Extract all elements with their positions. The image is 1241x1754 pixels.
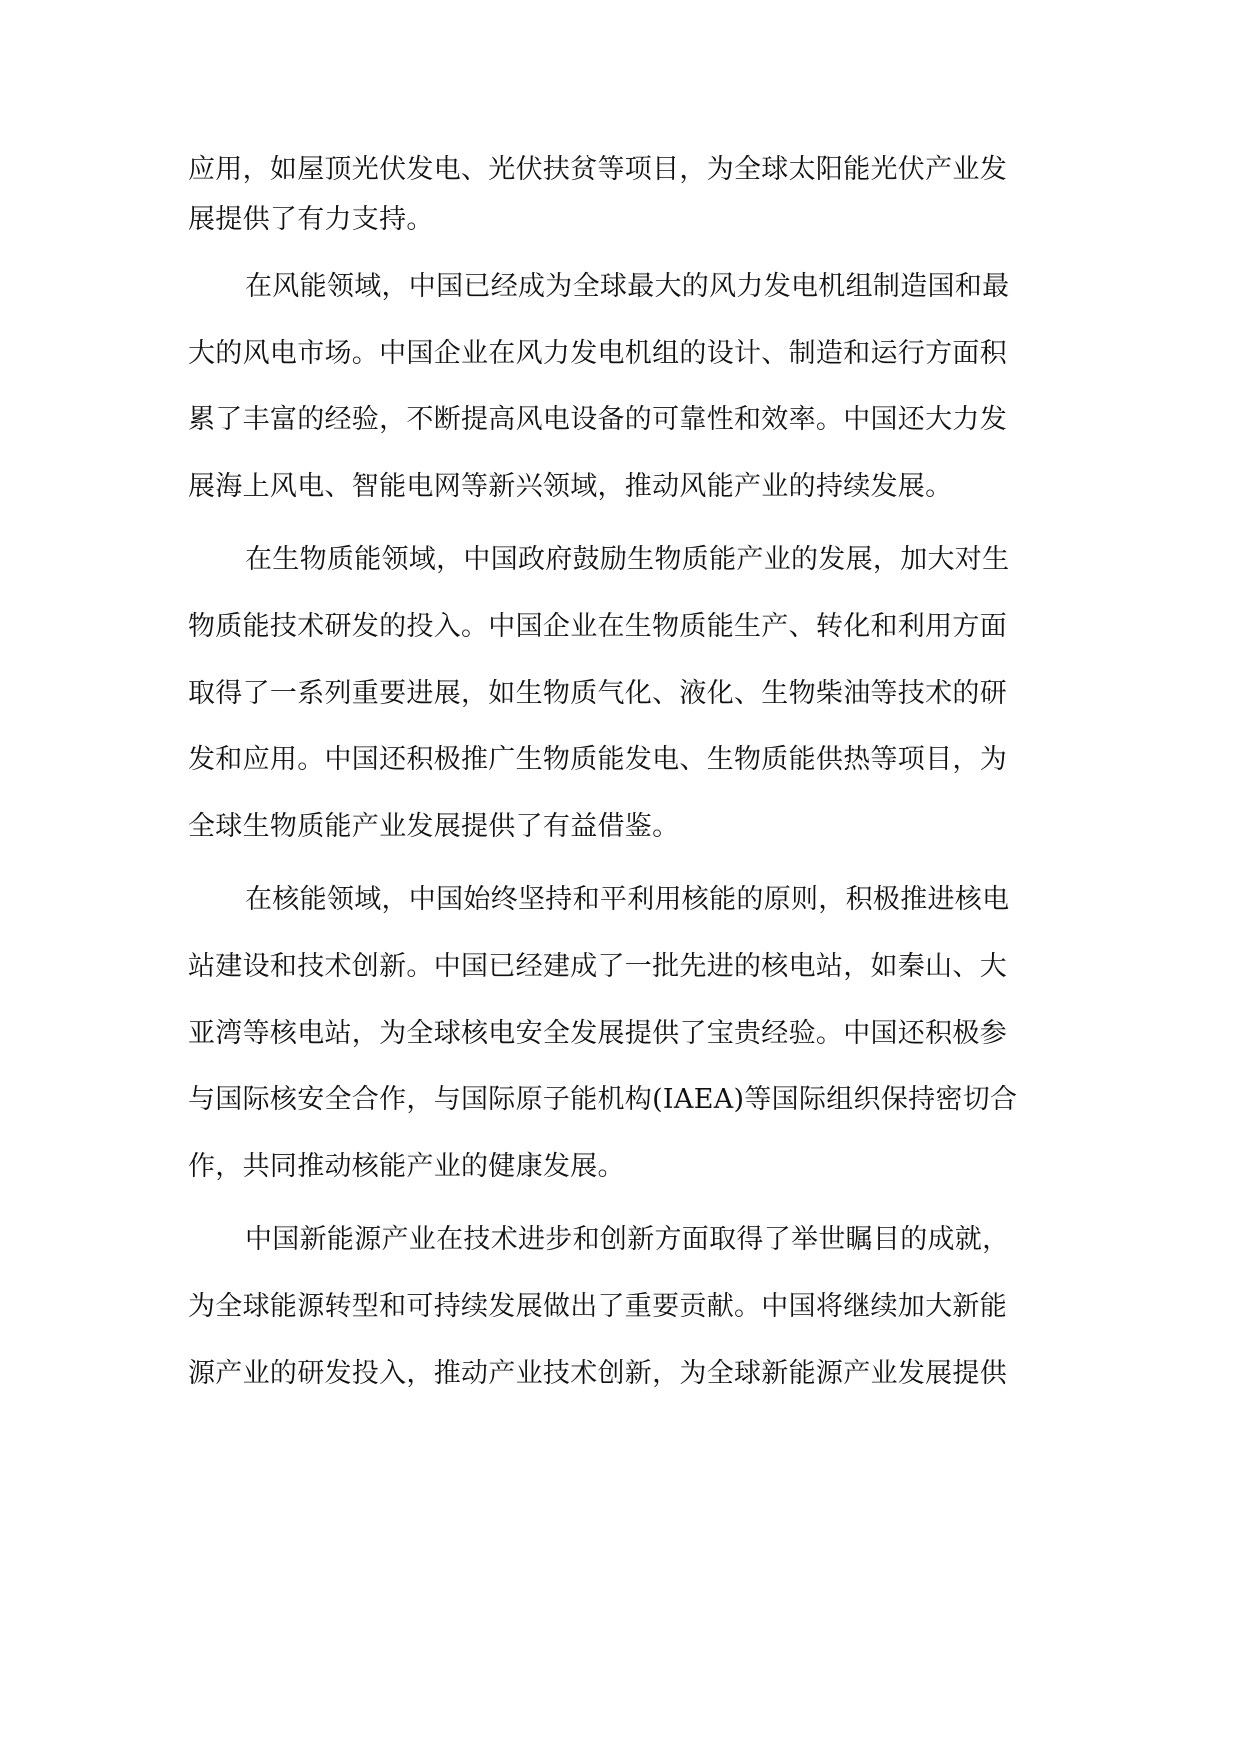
text-line: 站建设和技术创新。中国已经建成了一批先进的核电站，如秦山、大: [188, 951, 1007, 982]
paragraph-first-line: 在生物质能领域，中国政府鼓励生物质能产业的发展，加大对生: [245, 544, 1010, 575]
text-line: 物质能技术研发的投入。中国企业在生物质能生产、转化和利用方面: [188, 611, 1007, 642]
text-line: 累了丰富的经验，不断提高风电设备的可靠性和效率。中国还大力发: [188, 404, 1007, 435]
text-line: 展提供了有力支持。: [188, 204, 434, 235]
paragraph-first-line: 在风能领域，中国已经成为全球最大的风力发电机组制造国和最: [245, 271, 1010, 302]
text-line: 展海上风电、智能电网等新兴领域，推动风能产业的持续发展。: [188, 471, 953, 502]
text-line: 亚湾等核电站，为全球核电安全发展提供了宝贵经验。中国还积极参: [188, 1018, 1007, 1049]
text-line: 为全球能源转型和可持续发展做出了重要贡献。中国将继续加大新能: [188, 1291, 1007, 1322]
text-line: 全球生物质能产业发展提供了有益借鉴。: [188, 811, 680, 842]
paragraph-first-line: 在核能领域，中国始终坚持和平利用核能的原则，积极推进核电: [245, 884, 1010, 915]
text-line: 应用，如屋顶光伏发电、光伏扶贫等项目，为全球太阳能光伏产业发: [188, 154, 1007, 185]
text-line: 源产业的研发投入，推动产业技术创新，为全球新能源产业发展提供: [188, 1358, 1007, 1389]
paragraph-first-line: 中国新能源产业在技术进步和创新方面取得了举世瞩目的成就，: [245, 1224, 1010, 1255]
text-line: 取得了一系列重要进展，如生物质气化、液化、生物柴油等技术的研: [188, 678, 1007, 709]
text-line: 作，共同推动核能产业的健康发展。: [188, 1151, 625, 1182]
text-line: 大的风电市场。中国企业在风力发电机组的设计、制造和运行方面积: [188, 338, 1007, 369]
text-line: 发和应用。中国还积极推广生物质能发电、生物质能供热等项目，为: [188, 744, 1007, 775]
text-line: 与国际核安全合作，与国际原子能机构(IAEA)等国际组织保持密切合: [188, 1084, 1018, 1115]
